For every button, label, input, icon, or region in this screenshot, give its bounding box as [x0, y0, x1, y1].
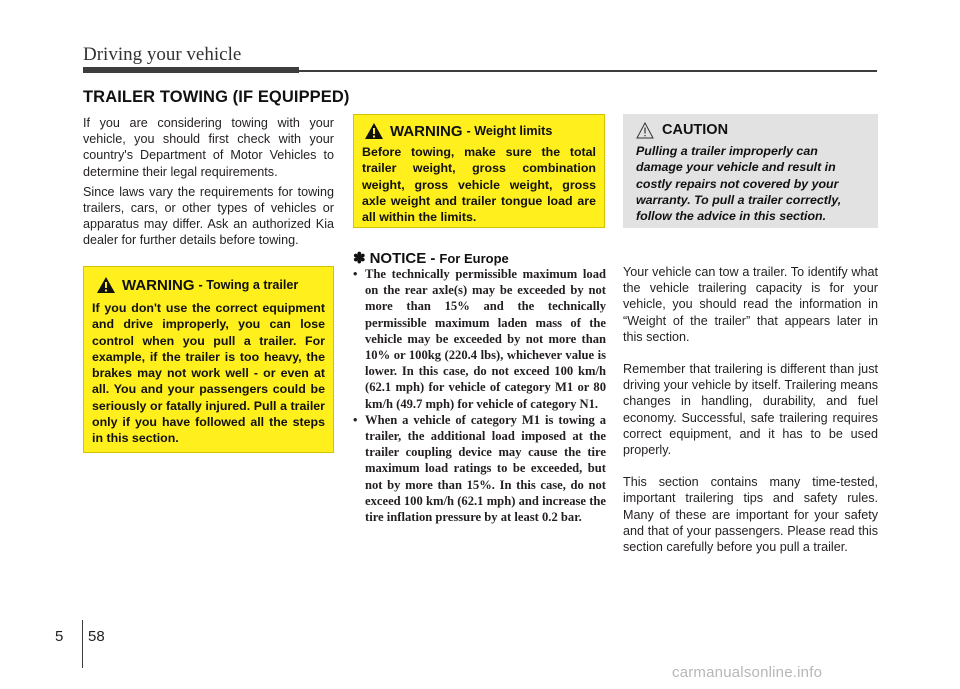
notice-item-2: [353, 412, 606, 525]
page-number: 58: [88, 628, 105, 645]
warning-towing-header: [96, 273, 325, 297]
watermark: carmanualsonline.info: [672, 664, 823, 681]
header-title: Driving your vehicle: [83, 44, 242, 65]
caution-box: [623, 114, 878, 228]
section-number: 5: [55, 628, 64, 645]
notice-item-2-text: When a vehicle of category M1 is towing a trailer, the additional load imposed at the trailer coupling device may cause the tire maximum load ratings to be exceeded, but not by more than 15%. In this case, do not exceed 100 km/h (62.1 mph) and increase the tire inflation pressure by at least 0.2 bar.: [365, 412, 606, 525]
warning-towing-subtitle: - Towing a trailer: [198, 278, 299, 292]
warning-weight-subtitle: - Weight limits: [466, 124, 553, 138]
warning-weight-word: WARNING: [390, 122, 463, 140]
trailering-paragraph-2: Remember that trailering is different than just driving your vehicle by itself. Trailering means changes in handling, durability, and fuel economy. Successful, safe trailering requires correct equipment, and it has to be used properly.: [623, 362, 878, 458]
intro-paragraph-2: Since laws vary the requirements for towing trailers, cars, or other types of vehicles or apparatus may differ. Ask an authorized Kia dealer for further details before towing.: [83, 184, 334, 248]
header-rule-thin: [299, 70, 877, 72]
warning-weight-box: [353, 114, 605, 228]
section-title: TRAILER TOWING (IF EQUIPPED): [83, 88, 350, 106]
trailering-paragraph-1: Your vehicle can tow a trailer. To identify what the vehicle trailering capacity is for your vehicle, you should read the information in “Weight of the trailer” that appears later in this section.: [623, 265, 878, 344]
caution-body: Pulling a trailer improperly can damage your vehicle and result in costly repairs not covered by your warranty. To pull a trailer correctly, follow the advice in this section.: [636, 144, 842, 224]
header-rule-thick: [83, 67, 299, 73]
notice-item-1-text: The technically permissible maximum load on the rear axle(s) may be exceeded by not more than 15% and the technically permissible maximum laden mass of the vehicle may be exceeded by not more than 10% or 100kg (220.4 lbs), whichever value is lower. In this case, do not exceed 100 km/h (62.1 mph) for vehicle of category M1 or 80 km/h (49.7 mph) for vehicle of category N1.: [365, 267, 606, 411]
notice-subtitle: For Europe: [439, 251, 509, 266]
notice-word: NOTICE -: [369, 250, 436, 267]
warning-weight-body: Before towing, make sure the total trailer weight, gross combination weight, gross vehicle weight, gross axle weight and trailer tongue load are all within the limits.: [362, 145, 596, 225]
caution-header: [636, 120, 868, 140]
notice-star-icon: ✽: [353, 250, 366, 267]
trailering-paragraph-3: This section contains many time-tested, important trailering tips and safety rules. Many of these are important for your safety and that of your passengers. Please read this section carefully before you pull a trailer.: [623, 475, 878, 555]
warning-triangle-icon: [364, 122, 384, 140]
trailering-column: [623, 264, 878, 571]
caution-triangle-icon: [636, 122, 654, 139]
warning-towing-box: [83, 266, 334, 453]
notice-header: [353, 249, 509, 267]
notice-item-1: [353, 266, 606, 412]
warning-towing-word: WARNING: [122, 276, 195, 294]
warning-towing-body: If you don't use the correct equipment and drive improperly, you can lose control when you pull a trailer. For example, if the trailer is too heavy, the brakes may not work well - or even at all. You and your passengers could be seriously or fatally injured. Pull a trailer only if you have followed all the steps in this section.: [92, 301, 325, 446]
page-number-divider: [82, 620, 83, 668]
intro-column: [83, 115, 334, 253]
notice-list: [353, 266, 606, 525]
caution-word: CAUTION: [662, 122, 729, 138]
warning-triangle-icon: [96, 276, 116, 294]
intro-paragraph-1: If you are considering towing with your vehicle, you should first check with your country's Department of Motor Vehicles to determine their legal requirements.: [83, 116, 334, 179]
warning-weight-header: [364, 121, 596, 141]
